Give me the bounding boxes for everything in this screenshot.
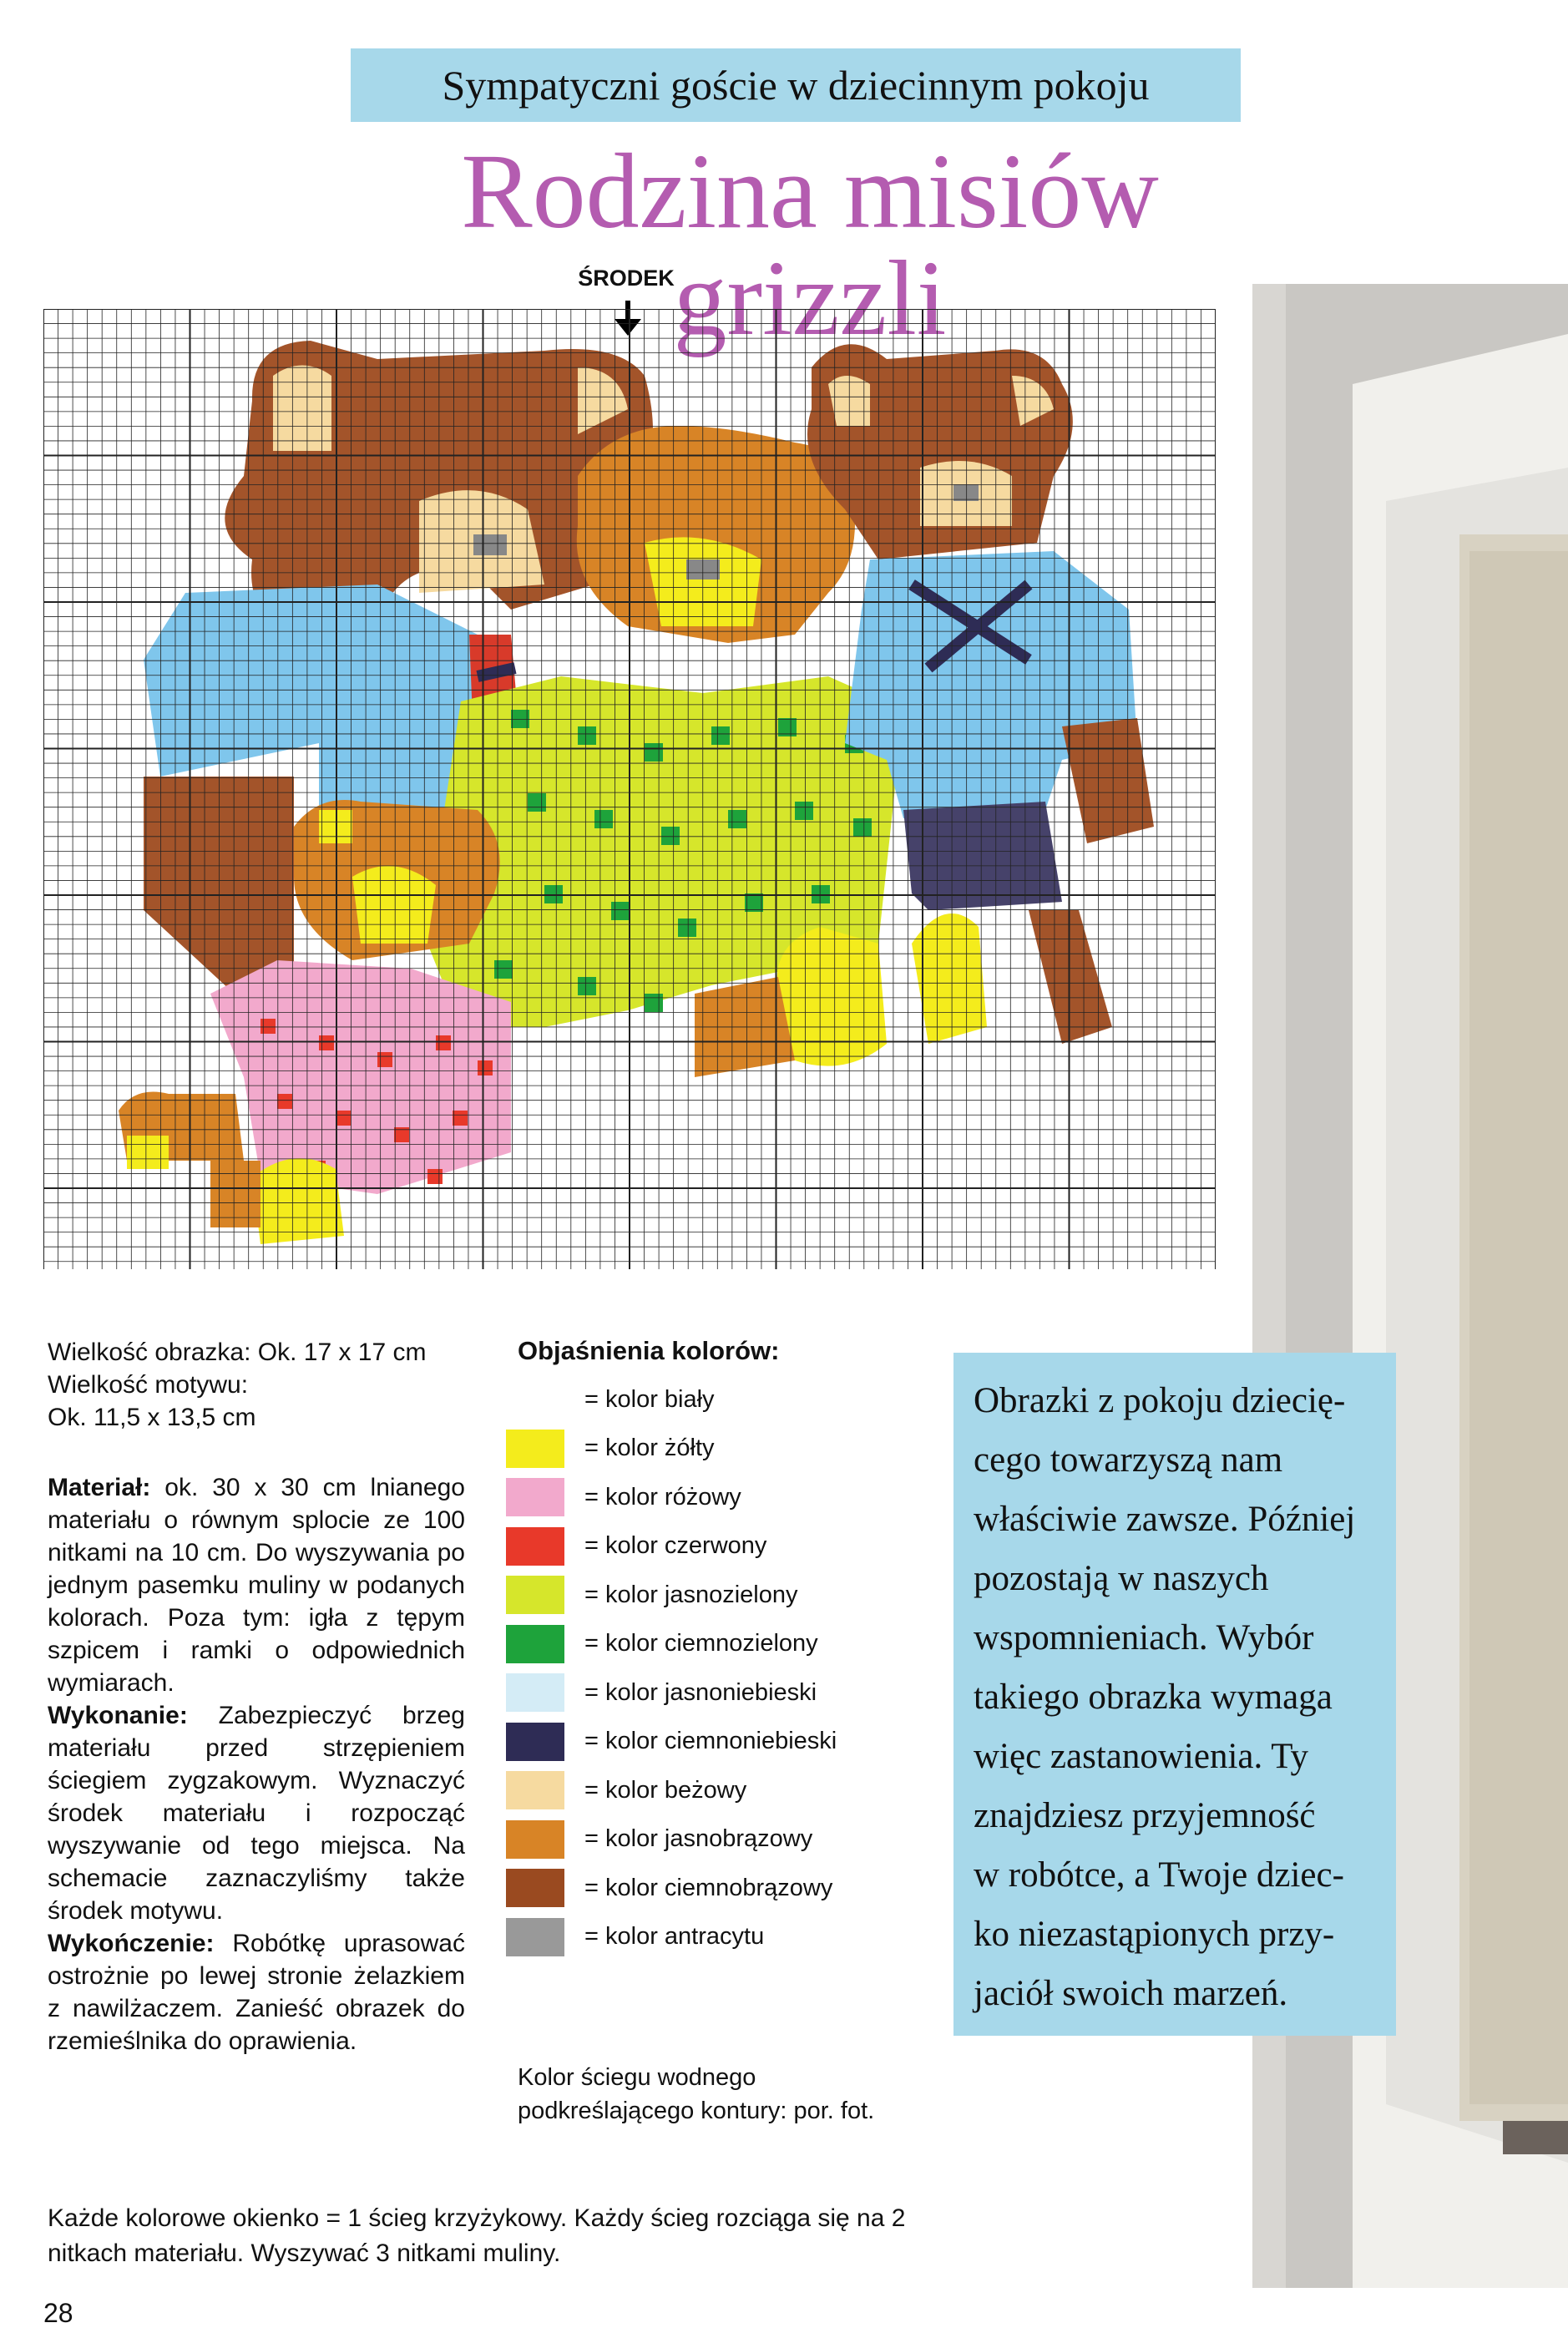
legend-row bbox=[506, 1625, 818, 1663]
legend-row bbox=[506, 1576, 798, 1614]
textbox-line: wspomnieniach. Wybór bbox=[974, 1618, 1314, 1657]
legend-label: = kolor antracytu bbox=[584, 1923, 765, 1950]
textbox-line: jaciół swoich marzeń. bbox=[974, 1974, 1288, 2013]
material-text: ok. 30 x 30 cm lnianego materiału o równym splocie ze 100 nitkami na 10 cm. Do wyszywania po jednym pasemku muliny w podanych kolorach. Poza tym: igła z tępym szpicem i ramki o odpowiednich wymiarach. bbox=[48, 1474, 465, 1697]
right-bear-nose bbox=[953, 484, 979, 501]
textbox-line: pozostają w naszych bbox=[974, 1559, 1269, 1598]
legend-swatch bbox=[506, 1820, 564, 1859]
legend-label: = kolor ciemnobrązowy bbox=[584, 1874, 833, 1901]
legend-swatch bbox=[506, 1380, 564, 1419]
legend-row bbox=[506, 1918, 764, 1956]
execution-paragraph bbox=[48, 1699, 465, 1927]
textbox-line: cego towarzyszą nam bbox=[974, 1440, 1283, 1480]
execution-text: Zabezpieczyć brzeg materiału przed strzępieniem ściegiem zygzakowym. Wyznaczyć środek materiału i rozpocząć wyszywanie od tego miejsca. Na schemacie zaznaczyliśmy także środek motywu. bbox=[48, 1702, 465, 1925]
legend-swatch bbox=[506, 1869, 564, 1907]
legend-swatch bbox=[506, 1430, 564, 1468]
legend-swatch bbox=[506, 1918, 564, 1956]
legend-label: = kolor czerwony bbox=[584, 1532, 767, 1559]
finish-text: Robótkę uprasować ostrożnie po lewej stronie żelazkiem z nawilżaczem. Zanieść obrazek do rzemieślnika do oprawienia. bbox=[48, 1930, 465, 2055]
legend-label: = kolor ciemnoniebieski bbox=[584, 1728, 837, 1754]
size-motif-label: Wielkość motywu: bbox=[48, 1371, 249, 1399]
finish-heading: Wykończenie: bbox=[48, 1930, 215, 1957]
legend-swatch bbox=[506, 1527, 564, 1566]
header-banner bbox=[351, 48, 1241, 122]
small-bear-muzzle bbox=[352, 866, 436, 944]
big-bear-nose bbox=[473, 534, 507, 555]
banner-text: Sympatyczni goście w dziecinnym pokoju bbox=[442, 62, 1150, 109]
legend-row bbox=[506, 1527, 766, 1566]
page-number: 28 bbox=[43, 2298, 73, 2328]
material-heading: Materiał: bbox=[48, 1474, 151, 1501]
right-bear-shorts bbox=[903, 802, 1062, 910]
legend-swatch bbox=[506, 1625, 564, 1663]
legend-label: = kolor beżowy bbox=[584, 1776, 747, 1804]
execution-heading: Wykonanie: bbox=[48, 1702, 188, 1729]
legend-row bbox=[506, 1478, 741, 1516]
intro-textbox bbox=[953, 1353, 1396, 2036]
legend-row bbox=[506, 1723, 837, 1761]
size-picture: Wielkość obrazka: Ok. 17 x 17 cm bbox=[48, 1339, 427, 1366]
textbox-line: więc zastanowienia. Ty bbox=[974, 1737, 1308, 1776]
legend-swatch bbox=[506, 1673, 564, 1712]
legend-label: = kolor jasnozielony bbox=[584, 1581, 798, 1608]
footer-note: Każde kolorowe okienko = 1 ścieg krzyżykowy. Każdy ścieg rozciąga się na 2 nitkach materiału. Wyszywać 3 nitkami muliny. bbox=[48, 2204, 906, 2267]
legend-swatch bbox=[506, 1771, 564, 1809]
instructions bbox=[48, 1471, 465, 2057]
legend-row bbox=[506, 1820, 812, 1859]
grid-lines bbox=[43, 309, 1216, 1269]
legend-note: Kolor ściegu wodnego podkreślającego kontury: por. fot. bbox=[518, 2064, 875, 2124]
legend-row bbox=[506, 1771, 746, 1809]
small-bear-foot bbox=[252, 1158, 344, 1244]
legend-label: = kolor jasnobrązowy bbox=[584, 1825, 813, 1852]
cross-stitch-chart bbox=[43, 309, 1216, 1269]
size-info bbox=[48, 1336, 465, 1434]
textbox-line: właściwie zawsze. Później bbox=[974, 1500, 1356, 1539]
middle-bear-foot bbox=[777, 927, 887, 1066]
textbox-line: w robótce, a Twoje dziec- bbox=[974, 1855, 1344, 1895]
big-bear-ear-left bbox=[273, 366, 331, 452]
textbox-line: takiego obrazka wymaga bbox=[974, 1678, 1333, 1717]
legend-row bbox=[506, 1380, 715, 1419]
page-title: Rodzina misiów grizzli bbox=[461, 132, 1159, 357]
textbox-line: znajdziesz przyjemność bbox=[974, 1796, 1316, 1835]
legend-swatch bbox=[506, 1723, 564, 1761]
legend-row bbox=[506, 1430, 715, 1468]
right-bear-leg bbox=[1029, 910, 1112, 1044]
legend-swatch bbox=[506, 1478, 564, 1516]
size-motif-value: Ok. 11,5 x 13,5 cm bbox=[48, 1404, 256, 1431]
legend-label: = kolor biały bbox=[584, 1385, 715, 1413]
legend-row bbox=[506, 1673, 817, 1712]
right-bear-arm bbox=[1062, 718, 1154, 843]
legend-swatch bbox=[506, 1576, 564, 1614]
legend-label: = kolor ciemnozielony bbox=[584, 1630, 818, 1657]
textbox-line: ko niezastąpionych przy- bbox=[974, 1915, 1335, 1954]
textbox-line: Obrazki z pokoju dziecię- bbox=[974, 1381, 1346, 1420]
legend-title: Objaśnienia kolorów: bbox=[518, 1336, 780, 1365]
legend-label: = kolor jasnoniebieski bbox=[584, 1678, 817, 1706]
legend-label: = kolor różowy bbox=[584, 1483, 741, 1511]
legend-label: = kolor żółty bbox=[584, 1435, 715, 1461]
small-bear-paw bbox=[127, 1136, 169, 1169]
center-label: ŚRODEK bbox=[578, 266, 675, 291]
material-paragraph bbox=[48, 1471, 465, 1699]
legend-row bbox=[506, 1869, 832, 1907]
finish-paragraph bbox=[48, 1927, 465, 2057]
